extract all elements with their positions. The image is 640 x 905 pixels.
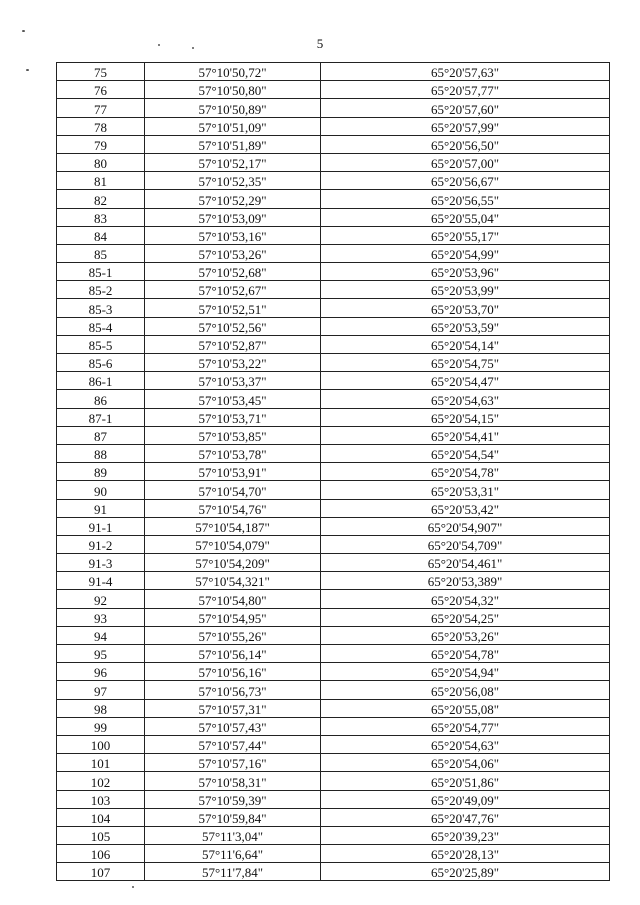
longitude-cell: 65°20'53,70" — [321, 299, 610, 317]
longitude-cell: 65°20'57,60" — [321, 99, 610, 117]
longitude-cell: 65°20'54,54" — [321, 444, 610, 462]
table-row — [57, 754, 610, 772]
point-number-cell: 87-1 — [57, 408, 145, 426]
point-number-cell: 102 — [57, 772, 145, 790]
point-number-cell: 91-4 — [57, 572, 145, 590]
latitude-cell: 57°10'54,76" — [145, 499, 321, 517]
point-number-cell: 85-3 — [57, 299, 145, 317]
longitude-cell: 65°20'54,75" — [321, 354, 610, 372]
table-row — [57, 826, 610, 844]
longitude-cell: 65°20'54,709" — [321, 535, 610, 553]
point-number-cell: 98 — [57, 699, 145, 717]
longitude-cell: 65°20'54,78" — [321, 463, 610, 481]
longitude-cell: 65°20'53,96" — [321, 263, 610, 281]
longitude-cell: 65°20'56,50" — [321, 135, 610, 153]
point-number-cell: 94 — [57, 626, 145, 644]
longitude-cell: 65°20'53,42" — [321, 499, 610, 517]
table-row — [57, 699, 610, 717]
latitude-cell: 57°10'53,26" — [145, 244, 321, 262]
point-number-cell: 96 — [57, 663, 145, 681]
point-number-cell: 85-2 — [57, 281, 145, 299]
latitude-cell: 57°10'53,78" — [145, 444, 321, 462]
point-number-cell: 84 — [57, 226, 145, 244]
latitude-cell: 57°10'52,87" — [145, 335, 321, 353]
table-row — [57, 354, 610, 372]
longitude-cell: 65°20'55,17" — [321, 226, 610, 244]
latitude-cell: 57°10'57,43" — [145, 717, 321, 735]
point-number-cell: 88 — [57, 444, 145, 462]
longitude-cell: 65°20'51,86" — [321, 772, 610, 790]
longitude-cell: 65°20'56,08" — [321, 681, 610, 699]
longitude-cell: 65°20'49,09" — [321, 790, 610, 808]
point-number-cell: 80 — [57, 153, 145, 171]
table-row — [57, 226, 610, 244]
point-number-cell: 100 — [57, 735, 145, 753]
point-number-cell: 85-5 — [57, 335, 145, 353]
latitude-cell: 57°10'52,17" — [145, 153, 321, 171]
table-row — [57, 554, 610, 572]
table-row — [57, 81, 610, 99]
longitude-cell: 65°20'53,389" — [321, 572, 610, 590]
latitude-cell: 57°10'54,079" — [145, 535, 321, 553]
latitude-cell: 57°10'58,31" — [145, 772, 321, 790]
table-row — [57, 499, 610, 517]
longitude-cell: 65°20'54,907" — [321, 517, 610, 535]
table-row — [57, 263, 610, 281]
latitude-cell: 57°10'54,321" — [145, 572, 321, 590]
latitude-cell: 57°10'54,209" — [145, 554, 321, 572]
latitude-cell: 57°10'54,95" — [145, 608, 321, 626]
point-number-cell: 76 — [57, 81, 145, 99]
latitude-cell: 57°10'53,37" — [145, 372, 321, 390]
table-row — [57, 390, 610, 408]
table-row — [57, 153, 610, 171]
longitude-cell: 65°20'54,63" — [321, 735, 610, 753]
latitude-cell: 57°10'56,16" — [145, 663, 321, 681]
table-row — [57, 790, 610, 808]
table-row — [57, 372, 610, 390]
longitude-cell: 65°20'54,461" — [321, 554, 610, 572]
point-number-cell: 91-2 — [57, 535, 145, 553]
latitude-cell: 57°10'52,51" — [145, 299, 321, 317]
table-row — [57, 481, 610, 499]
longitude-cell: 65°20'54,99" — [321, 244, 610, 262]
point-number-cell: 92 — [57, 590, 145, 608]
point-number-cell: 86-1 — [57, 372, 145, 390]
latitude-cell: 57°10'53,85" — [145, 426, 321, 444]
longitude-cell: 65°20'54,32" — [321, 590, 610, 608]
longitude-cell: 65°20'54,78" — [321, 645, 610, 663]
point-number-cell: 83 — [57, 208, 145, 226]
latitude-cell: 57°10'52,29" — [145, 190, 321, 208]
latitude-cell: 57°11'7,84" — [145, 863, 321, 881]
point-number-cell: 85-1 — [57, 263, 145, 281]
point-number-cell: 91 — [57, 499, 145, 517]
longitude-cell: 65°20'57,99" — [321, 117, 610, 135]
point-number-cell: 86 — [57, 390, 145, 408]
point-number-cell: 85-6 — [57, 354, 145, 372]
longitude-cell: 65°20'39,23" — [321, 826, 610, 844]
point-number-cell: 95 — [57, 645, 145, 663]
longitude-cell: 65°20'57,63" — [321, 63, 610, 81]
latitude-cell: 57°10'50,72" — [145, 63, 321, 81]
longitude-cell: 65°20'28,13" — [321, 845, 610, 863]
table-row — [57, 735, 610, 753]
table-row — [57, 463, 610, 481]
latitude-cell: 57°10'57,44" — [145, 735, 321, 753]
coordinates-table-body — [57, 63, 610, 881]
table-row — [57, 626, 610, 644]
longitude-cell: 65°20'55,08" — [321, 699, 610, 717]
longitude-cell: 65°20'54,77" — [321, 717, 610, 735]
table-row — [57, 645, 610, 663]
latitude-cell: 57°10'52,68" — [145, 263, 321, 281]
longitude-cell: 65°20'54,94" — [321, 663, 610, 681]
point-number-cell: 91-1 — [57, 517, 145, 535]
latitude-cell: 57°10'54,80" — [145, 590, 321, 608]
table-row — [57, 863, 610, 881]
latitude-cell: 57°10'57,16" — [145, 754, 321, 772]
point-number-cell: 97 — [57, 681, 145, 699]
latitude-cell: 57°10'55,26" — [145, 626, 321, 644]
table-row — [57, 244, 610, 262]
longitude-cell: 65°20'54,15" — [321, 408, 610, 426]
latitude-cell: 57°10'59,84" — [145, 808, 321, 826]
longitude-cell: 65°20'56,67" — [321, 172, 610, 190]
table-row — [57, 63, 610, 81]
table-row — [57, 135, 610, 153]
latitude-cell: 57°10'56,73" — [145, 681, 321, 699]
longitude-cell: 65°20'54,63" — [321, 390, 610, 408]
longitude-cell: 65°20'53,26" — [321, 626, 610, 644]
latitude-cell: 57°10'53,09" — [145, 208, 321, 226]
table-row — [57, 335, 610, 353]
latitude-cell: 57°10'53,71" — [145, 408, 321, 426]
table-row — [57, 590, 610, 608]
table-row — [57, 572, 610, 590]
table-row — [57, 663, 610, 681]
coordinates-table — [56, 62, 610, 881]
latitude-cell: 57°10'57,31" — [145, 699, 321, 717]
point-number-cell: 81 — [57, 172, 145, 190]
latitude-cell: 57°10'53,16" — [145, 226, 321, 244]
latitude-cell: 57°10'54,70" — [145, 481, 321, 499]
scan-speck — [26, 69, 29, 71]
table-row — [57, 408, 610, 426]
longitude-cell: 65°20'47,76" — [321, 808, 610, 826]
longitude-cell: 65°20'56,55" — [321, 190, 610, 208]
point-number-cell: 82 — [57, 190, 145, 208]
table-row — [57, 845, 610, 863]
table-row — [57, 117, 610, 135]
table-row — [57, 317, 610, 335]
table-row — [57, 517, 610, 535]
latitude-cell: 57°10'52,35" — [145, 172, 321, 190]
table-row — [57, 608, 610, 626]
table-row — [57, 208, 610, 226]
table-row — [57, 808, 610, 826]
point-number-cell: 85-4 — [57, 317, 145, 335]
point-number-cell: 106 — [57, 845, 145, 863]
latitude-cell: 57°10'50,80" — [145, 81, 321, 99]
point-number-cell: 101 — [57, 754, 145, 772]
latitude-cell: 57°10'53,45" — [145, 390, 321, 408]
longitude-cell: 65°20'53,31" — [321, 481, 610, 499]
point-number-cell: 91-3 — [57, 554, 145, 572]
point-number-cell: 105 — [57, 826, 145, 844]
longitude-cell: 65°20'53,59" — [321, 317, 610, 335]
scan-speck — [132, 886, 134, 888]
longitude-cell: 65°20'55,04" — [321, 208, 610, 226]
latitude-cell: 57°10'50,89" — [145, 99, 321, 117]
latitude-cell: 57°10'56,14" — [145, 645, 321, 663]
point-number-cell: 103 — [57, 790, 145, 808]
point-number-cell: 93 — [57, 608, 145, 626]
point-number-cell: 107 — [57, 863, 145, 881]
point-number-cell: 77 — [57, 99, 145, 117]
latitude-cell: 57°10'51,09" — [145, 117, 321, 135]
table-row — [57, 772, 610, 790]
longitude-cell: 65°20'57,00" — [321, 153, 610, 171]
latitude-cell: 57°11'3,04" — [145, 826, 321, 844]
table-row — [57, 681, 610, 699]
scan-speck — [22, 30, 25, 32]
table-row — [57, 535, 610, 553]
table-row — [57, 99, 610, 117]
latitude-cell: 57°10'52,56" — [145, 317, 321, 335]
longitude-cell: 65°20'54,41" — [321, 426, 610, 444]
point-number-cell: 79 — [57, 135, 145, 153]
latitude-cell: 57°10'59,39" — [145, 790, 321, 808]
latitude-cell: 57°10'53,91" — [145, 463, 321, 481]
page-number: 5 — [316, 36, 324, 51]
longitude-cell: 65°20'53,99" — [321, 281, 610, 299]
table-row — [57, 281, 610, 299]
point-number-cell: 78 — [57, 117, 145, 135]
table-row — [57, 717, 610, 735]
table-row — [57, 426, 610, 444]
longitude-cell: 65°20'54,06" — [321, 754, 610, 772]
latitude-cell: 57°11'6,64" — [145, 845, 321, 863]
longitude-cell: 65°20'54,14" — [321, 335, 610, 353]
table-row — [57, 299, 610, 317]
point-number-cell: 99 — [57, 717, 145, 735]
latitude-cell: 57°10'51,89" — [145, 135, 321, 153]
latitude-cell: 57°10'54,187" — [145, 517, 321, 535]
table-row — [57, 172, 610, 190]
longitude-cell: 65°20'57,77" — [321, 81, 610, 99]
point-number-cell: 90 — [57, 481, 145, 499]
table-row — [57, 444, 610, 462]
longitude-cell: 65°20'25,89" — [321, 863, 610, 881]
longitude-cell: 65°20'54,47" — [321, 372, 610, 390]
latitude-cell: 57°10'52,67" — [145, 281, 321, 299]
point-number-cell: 89 — [57, 463, 145, 481]
point-number-cell: 104 — [57, 808, 145, 826]
point-number-cell: 87 — [57, 426, 145, 444]
point-number-cell: 85 — [57, 244, 145, 262]
table-row — [57, 190, 610, 208]
point-number-cell: 75 — [57, 63, 145, 81]
longitude-cell: 65°20'54,25" — [321, 608, 610, 626]
latitude-cell: 57°10'53,22" — [145, 354, 321, 372]
